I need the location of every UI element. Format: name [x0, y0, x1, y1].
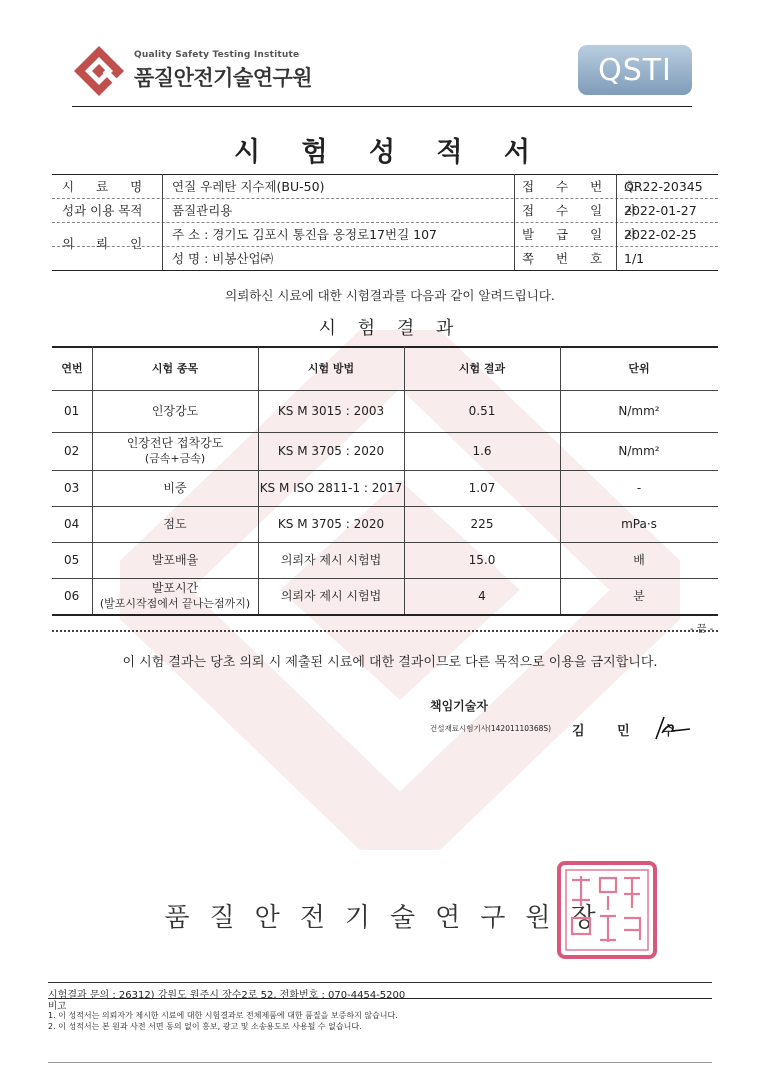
- method-cell: KS M ISO 2811-1 : 2017: [259, 480, 403, 495]
- notes-title: 비고: [48, 1001, 67, 1012]
- method-cell: 의뢰자 제시 시험법: [280, 588, 382, 603]
- usage-notice: 이 시험 결과는 당초 의뢰 시 제출된 시료에 대한 결과이므로 다른 목적으로 이용을 금지합니다.: [122, 655, 658, 670]
- end-mark: - 끝 -: [690, 624, 714, 635]
- footer-divider: [48, 998, 712, 999]
- header-item: 시험 종목: [151, 361, 199, 375]
- header-method: 시험 방법: [307, 361, 355, 375]
- header-unit: 단위: [628, 361, 650, 375]
- note-2: 2. 이 성적서는 본 원과 사전 서면 동의 없이 홍보, 광고 및 소송용도로 사용될 수 없습니다.: [48, 1022, 362, 1031]
- item-subtext: (발포시작점에서 끝나는점까지): [99, 597, 251, 610]
- institute-name: 품질안전기술연구원장: [164, 903, 616, 933]
- info-divider: [162, 174, 163, 270]
- result-cell: 1.6: [472, 443, 492, 458]
- unit-cell: N/mm²: [618, 443, 660, 458]
- info-row: [52, 246, 718, 271]
- technician-name: 김 민 수: [572, 724, 689, 739]
- end-separator: [52, 630, 718, 638]
- results-title: 시 험 결 과: [318, 318, 462, 339]
- item-cell: [92, 432, 258, 470]
- method-cell: 의뢰자 제시 시험법: [280, 552, 382, 567]
- page-label: 쪽 번 호: [522, 251, 612, 266]
- receipt-date-value: 2022-01-27: [624, 203, 697, 218]
- item-cell: [92, 578, 258, 614]
- intro-text: 의뢰하신 시료에 대한 시험결과를 다음과 같이 알려드립니다.: [225, 288, 555, 303]
- document-title: 시 험 성 적 서: [233, 137, 546, 168]
- issue-date-label: 발 급 일 자: [522, 227, 646, 242]
- item-cell: 발포배율: [151, 552, 199, 567]
- unit-cell: -: [636, 480, 642, 495]
- contact-info: 시험결과 문의 : 26312) 강원도 원주시 장수2로 52, 전화번호 : 070-4454-5200: [48, 990, 406, 1001]
- org-name-ko: 품질안전기술연구원: [134, 66, 313, 90]
- note-1: 1. 이 성적서는 의뢰자가 제시한 시료에 대한 시험결과로 전체제품에 대한 품질을 보증하지 않습니다.: [48, 1011, 398, 1020]
- info-row: [52, 198, 718, 223]
- client-name-value: 성 명 : 비봉산업㈜: [172, 251, 274, 266]
- footer-divider-top: [48, 982, 712, 983]
- info-row: [52, 174, 718, 199]
- qsti-logo-icon: [72, 44, 126, 98]
- no-cell: 04: [64, 516, 80, 531]
- issue-date-value: 2022-02-25: [624, 227, 697, 242]
- info-divider: [616, 174, 617, 270]
- no-cell: 01: [64, 403, 80, 418]
- no-cell: 06: [64, 588, 80, 603]
- sample-value: 연질 우레탄 지수제(BU-50): [172, 179, 325, 194]
- method-cell: KS M 3705 : 2020: [277, 443, 385, 458]
- official-seal-icon: [556, 860, 658, 960]
- results-table: [52, 346, 718, 614]
- info-divider: [514, 174, 515, 270]
- client-label: 의 뢰 인: [62, 236, 152, 251]
- receipt-no-label: 접 수 번 호: [522, 179, 646, 194]
- page-bottom-line: [48, 1062, 712, 1063]
- result-cell: 0.51: [468, 403, 496, 418]
- address-value: 주 소 : 경기도 김포시 통진읍 옹정로17번길 107: [172, 227, 437, 242]
- sample-label: 시 료 명: [62, 179, 152, 194]
- receipt-no-value: QR22-20345: [624, 179, 703, 194]
- header-no: 연번: [61, 361, 83, 375]
- item-name: 인장전단 접착강도: [126, 436, 224, 450]
- responsible-label: 책임기술자: [430, 699, 488, 713]
- method-cell: KS M 3015 : 2003: [277, 403, 385, 418]
- page-value: 1/1: [624, 251, 645, 266]
- item-cell: 점도: [163, 516, 187, 531]
- result-cell: 4: [478, 588, 486, 603]
- info-row: [52, 222, 718, 247]
- header-result: 시험 결과: [458, 361, 506, 375]
- purpose-value: 품질관리용: [172, 203, 233, 218]
- result-cell: 1.07: [468, 480, 496, 495]
- result-cell: 225: [470, 516, 494, 531]
- unit-cell: 배: [633, 552, 645, 567]
- signature-icon: [650, 713, 694, 743]
- method-cell: KS M 3705 : 2020: [277, 516, 385, 531]
- org-name-en: Quality Safety Testing Institute: [134, 50, 300, 60]
- item-subtext: (금속+금속): [144, 452, 206, 465]
- header-divider: [72, 106, 692, 107]
- unit-cell: 분: [633, 588, 645, 603]
- unit-cell: mPa·s: [621, 516, 657, 531]
- result-cell: 15.0: [468, 552, 496, 567]
- item-cell: 인장강도: [151, 403, 199, 418]
- no-cell: 03: [64, 480, 80, 495]
- license-text: 건설재료시험기사(14201110368S): [430, 724, 552, 733]
- no-cell: 05: [64, 552, 80, 567]
- receipt-date-label: 접 수 일 자: [522, 203, 646, 218]
- item-cell: 비중: [163, 480, 187, 495]
- purpose-label: 성과 이용 목적: [62, 203, 143, 218]
- item-name: 발포시간: [151, 581, 199, 595]
- info-table: [52, 174, 718, 270]
- qsti-badge: QSTI: [578, 45, 692, 95]
- no-cell: 02: [64, 443, 80, 458]
- unit-cell: N/mm²: [618, 403, 660, 418]
- table-rule: [52, 614, 718, 616]
